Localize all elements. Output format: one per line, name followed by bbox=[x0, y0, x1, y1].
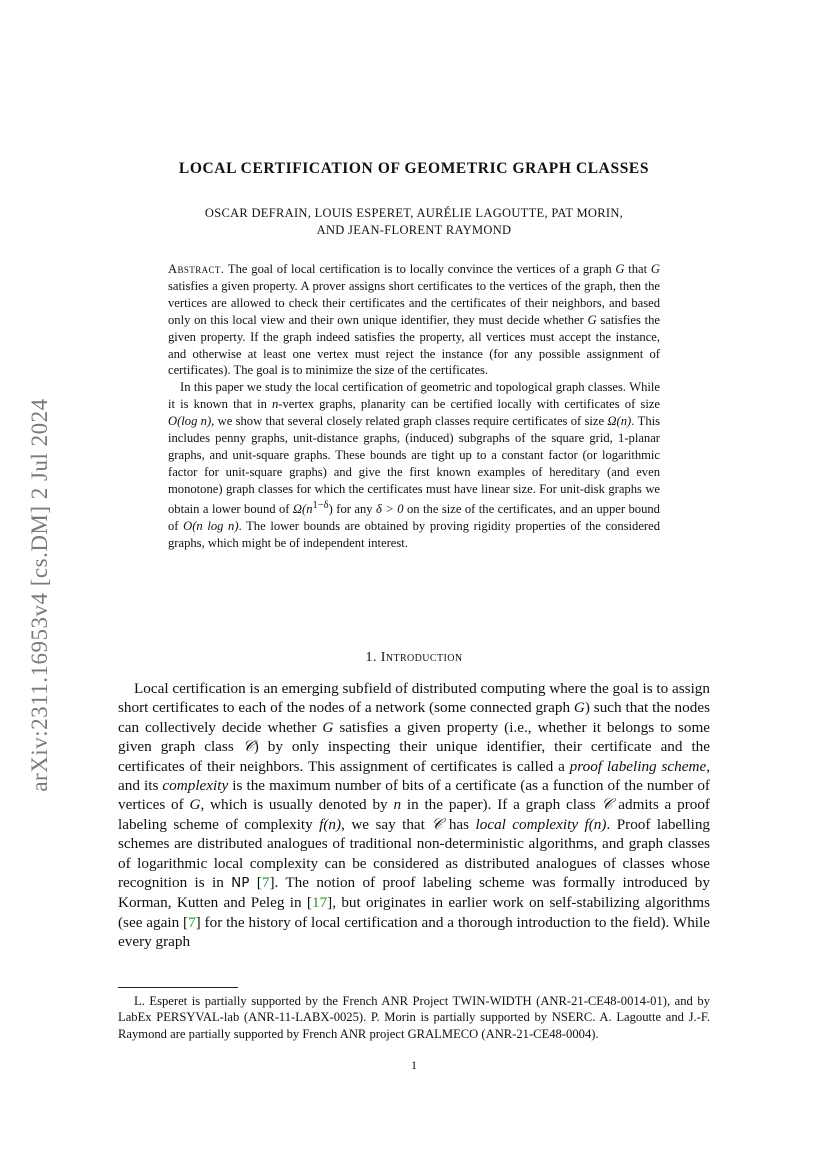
abstract-text: In this paper we study the local certification of geometric and topological graph classes. While it is known that in bbox=[168, 380, 660, 412]
abstract-text: on the size of the certificates, and an upper bound of bbox=[168, 501, 660, 533]
math-symbol: G bbox=[650, 262, 661, 276]
abstract-label: Abstract. bbox=[168, 262, 225, 276]
complexity-class: NP bbox=[231, 875, 250, 892]
abstract bbox=[168, 261, 660, 552]
abstract-text: , we show that several closely related graph classes require certificates of size bbox=[211, 414, 608, 429]
emphasis: complexity bbox=[162, 777, 229, 795]
math-expression: O(n log n) bbox=[183, 518, 239, 533]
body-text: , and its bbox=[118, 757, 710, 795]
authors-line-2: AND JEAN-FLORENT RAYMOND bbox=[316, 223, 512, 237]
footnote bbox=[118, 993, 710, 1042]
body-text: ], but originates in earlier work on self-stabilizing algorithms (see again [ bbox=[118, 894, 710, 931]
abstract-text: satisfies a given property. A prover assigns short certificates to the vertices of the graph, then the vertices are allowed to check their certificates and the certificates of their neighbors, and based only on this local view and their own unique identifier, they must decide whether bbox=[168, 278, 660, 327]
author-list bbox=[120, 205, 708, 239]
body-text: ) by only inspecting their unique identifier, their certificate and the certificates of their neighbors. This assignment of certificates is called a bbox=[118, 738, 711, 775]
abstract-text: satisfies the given property. If the graph indeed satisfies the property, all vertices must accept the instance, and otherwise at least one vertex must reject the instance (for any possible assignment of certificates). The goal is to minimize the size of the certificates. bbox=[168, 312, 660, 378]
math-symbol: 𝒞 bbox=[242, 738, 254, 756]
body-text: , which is usually denoted by bbox=[200, 796, 394, 814]
body-text: ]. The notion of proof labeling scheme was formally introduced by Korman, Kutten and Peleg in [ bbox=[118, 874, 710, 912]
paper-title: LOCAL CERTIFICATION OF GEOMETRIC GRAPH CLASSES bbox=[178, 160, 650, 177]
math-expression: Ω(n) bbox=[607, 414, 632, 429]
body-text: admits a proof labeling scheme of complexity bbox=[118, 796, 710, 833]
math-expression: f(n) bbox=[319, 815, 342, 833]
footnote-divider bbox=[118, 987, 238, 988]
body-text: ) such that the nodes can collectively decide whether bbox=[118, 699, 710, 736]
citation-link[interactable]: 17 bbox=[311, 894, 328, 912]
math-expression: f(n) bbox=[584, 815, 607, 833]
math-symbol: G bbox=[573, 699, 585, 717]
math-expression: O(log n) bbox=[168, 414, 212, 429]
math-symbol: n bbox=[393, 796, 402, 814]
math-exponent: 1−δ bbox=[312, 499, 329, 511]
math-expression: δ > 0 bbox=[376, 501, 404, 516]
body-text: , we say that bbox=[341, 815, 432, 833]
math-symbol: n bbox=[272, 397, 279, 412]
math-symbol: G bbox=[322, 718, 334, 736]
section-heading bbox=[0, 650, 828, 666]
citation-link[interactable]: 7 bbox=[188, 913, 196, 931]
abstract-text: . This includes penny graphs, unit-distance graphs, (induced) subgraphs of the square grid, 1-planar graphs, and unit-square graphs. These bounds are tight up to a constant factor (or logarithmic factor for unit-square graphs) and give the first known examples of hereditary (and even monotone) graph classes for which the certificates must have linear size. For unit-disk graphs we obtain a lower bound of bbox=[168, 414, 661, 516]
introduction-body bbox=[118, 679, 710, 952]
body-text: in the paper). If a graph class bbox=[401, 796, 602, 814]
funding-footnote: L. Esperet is partially supported by the French ANR Project TWIN-WIDTH (ANR-21-CE48-0014-01), and by LabEx PERSYVAL-lab (ANR-11-LABX-0025). P. Morin is partially supported by NSERC. A. Lagoutte and J.-F. Raymond are partially supported by French ANR project GRALMECO (ANR-21-CE48-0004). bbox=[118, 994, 710, 1041]
abstract-text: The goal of local certification is to locally convince the vertices of a graph bbox=[224, 262, 616, 276]
body-text: ] for the history of local certification and a thorough introduction to the field). While every graph bbox=[118, 913, 710, 951]
math-symbol: G bbox=[189, 796, 201, 814]
page-number: 1 bbox=[411, 1058, 417, 1072]
body-text: satisfies a given property (i.e., whether it belongs to some given graph class bbox=[118, 718, 710, 756]
introduction-paragraph bbox=[118, 679, 710, 952]
emphasis: local complexity bbox=[475, 815, 579, 833]
authors-line-1: OSCAR DEFRAIN, LOUIS ESPERET, AURÉLIE LAGOUTTE, PAT MORIN, bbox=[204, 206, 624, 220]
arxiv-identifier: arXiv:2311.16953v4 [cs.DM] 2 Jul 2024 bbox=[27, 398, 52, 792]
math-expression: ) bbox=[328, 501, 333, 516]
math-symbol: 𝒞 bbox=[601, 796, 613, 814]
body-text: Local certification is an emerging subfield of distributed computing where the goal is to assign short certificates to each of the nodes of a network (some connected graph bbox=[118, 680, 710, 717]
abstract-text: . The lower bounds are obtained by proving rigidity properties of the considered graphs, which might be of independent interest. bbox=[168, 518, 661, 550]
body-text: is the maximum number of bits of a certificate (as a function of the number of vertices of bbox=[118, 777, 710, 814]
section-number: 1. bbox=[365, 650, 377, 665]
abstract-text: that bbox=[624, 262, 651, 276]
body-text: [ bbox=[249, 874, 262, 892]
math-symbol: G bbox=[615, 262, 625, 276]
math-expression: Ω(n bbox=[292, 501, 313, 516]
body-text: . Proof labelling schemes are distributed analogues of traditional non-deterministic algorithms, and graph classes of logarithmic local complexity can be considered as distributed analogues of classes whose recognition is in bbox=[118, 815, 711, 892]
citation-link[interactable]: 7 bbox=[261, 874, 270, 892]
arxiv-sidebar bbox=[10, 350, 70, 840]
abstract-text: -vertex graphs, planarity can be certified locally with certificates of size bbox=[278, 397, 660, 412]
math-symbol: G bbox=[587, 312, 597, 327]
body-text: has bbox=[442, 815, 476, 833]
section-title: Introduction bbox=[380, 650, 463, 665]
math-symbol: 𝒞 bbox=[431, 815, 443, 833]
abstract-paragraph-1 bbox=[168, 261, 660, 379]
abstract-paragraph-2 bbox=[168, 379, 660, 551]
emphasis: proof labeling scheme bbox=[569, 757, 707, 775]
abstract-text: for any bbox=[332, 501, 377, 516]
